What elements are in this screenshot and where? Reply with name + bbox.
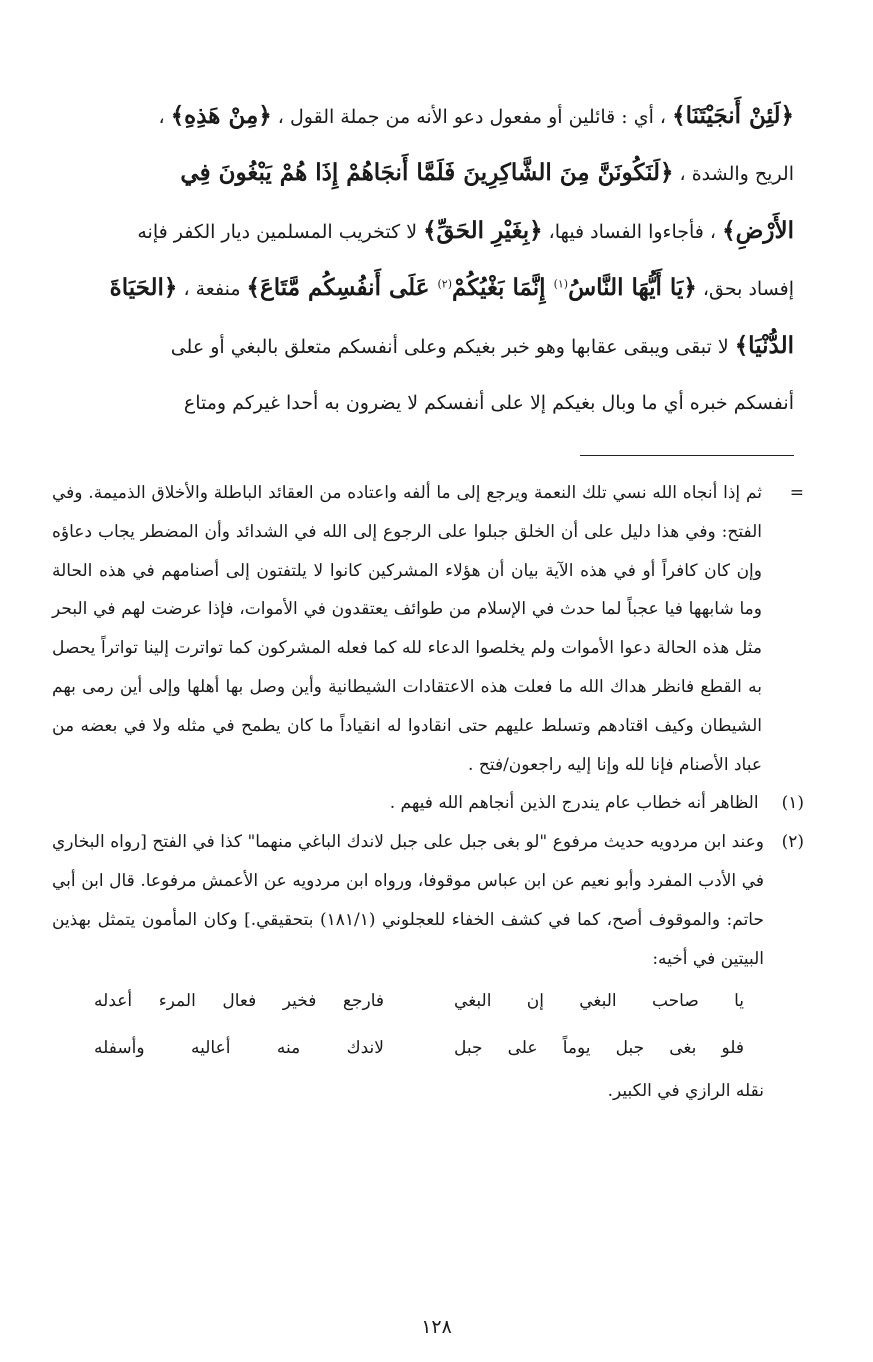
poem-word: أعدله [94, 991, 133, 1012]
poem-word: البغي [454, 991, 492, 1012]
poem-word: جبل [615, 1038, 645, 1059]
poem-word: يا [734, 991, 744, 1012]
poem-hemistich-second [94, 1025, 384, 1072]
footnote-separator [580, 455, 794, 456]
poem-word: وأسفله [94, 1038, 145, 1059]
footnote-number: (٢) [781, 832, 804, 853]
footnote-text: ثم إذا أنجاه الله نسي تلك النعمة ويرجع إلى ما ألفه واعتاده من العقائد الباطلة والأخلاق الذميمة. وفي الفتح: وفي هذا دليل على أن الخلق جبلوا على الرجوع إلى الله في الشدائد وأن المضطر يجاب دعاؤه وإن كان كافراً أو في هذه الآية بيان أن هؤلاء المشركين كانوا لا يلتفتون إلى أصنامهم في هذه الحالة وما شابهها فيا عجباً لما حدث في الإسلام من طوائف يعتقدون في الأموات، فإذا عرضت لهم في البحر مثل هذه الحالة دعوا الأموات ولم يخلصوا الدعاء لله كما فعله المشركون كما تواترت إلينا تواتراً يحصل به القطع فانظر هداك الله ما فعلت هذه الاعتقادات الشيطانية وأين وصل بها أهلها وإلى أين رمى بهم الشيطان وكيف اقتادهم وتسلط عليهم حتى انقادوا له انقياداً ما كان يطمح في مثله ولا في بعضه من عباد الأصنام فإنا لله وإنا إليه راجعون/فتح . [52, 483, 762, 775]
poem-word: فارجع [342, 991, 384, 1012]
quran-quote: عَلَى أَنفُسِكُم مَّتَاعَ﴾ [246, 274, 438, 302]
footnote-text: الظاهر أنه خطاب عام يندرج الذين أنجاهم الله فيهم . [389, 793, 759, 814]
commentary-text: الريح والشدة ، [673, 163, 794, 186]
poem-word: إن [526, 991, 544, 1012]
quran-quote: إِنَّمَا بَغْيُكُمْ [452, 274, 554, 302]
poem-word: على [507, 1038, 538, 1059]
footnote-2-body [52, 823, 804, 978]
poem-word: أعاليه [190, 1038, 231, 1059]
quran-quote: ﴿مِنْ هَذِهِ﴾ [170, 102, 272, 129]
footnote-ref[interactable]: (١) [553, 277, 569, 291]
poem-word: فعال [222, 991, 257, 1012]
footnote-ref[interactable]: (٢) [437, 277, 453, 291]
quran-quote: الدُّنْيَا﴾ [734, 331, 794, 359]
poem-word: المرء [158, 991, 196, 1012]
poem-word: فخير [282, 991, 317, 1012]
main-line [52, 375, 794, 431]
commentary-text: لا كتخريب المسلمين ديار الكفر فإنه [137, 220, 424, 243]
quran-quote: ﴿لَنَكُونَنَّ مِنَ الشَّاكِرِينَ فَلَمَّا أَنجَاهُمْ إِذَا هُمْ يَبْغُونَ فِي [180, 159, 674, 187]
commentary-text: أنفسكم خبره أي ما وبال بغيكم إلا على أنفسكم لا يضرون به أحدا غيركم ومتاع [183, 392, 794, 415]
quran-quote: ﴿لَئِنْ أَنجَيْتَنَا﴾ [672, 102, 794, 129]
footnote-text: وعند ابن مردويه حديث مرفوع "لو بغى جبل على جبل لاندك الباغي منهما" كذا في الفتح [رواه البخاري في الأدب المفرد وأبو نعيم عن ابن عباس موقوفا، ورواه ابن مردويه عن الأعمش مرفوعا. قال ابن أبي حاتم: والموقوف أصح، كما في كشف الخفاء للعجلوني (١٨١/١) بتحقيقي.] وكان المأمون يتمثل بهذين البيتين في أخيه: [52, 832, 764, 969]
main-line [52, 260, 794, 317]
poem-hemistich-first [454, 978, 744, 1025]
continuation-mark: = [789, 483, 804, 503]
main-line [52, 203, 794, 260]
commentary-text: ، [158, 106, 171, 128]
footnote-number: (١) [781, 793, 804, 814]
poem-word: جبل [454, 1038, 483, 1059]
quran-quote: ﴿يَا أَيُّهَا النَّاسُ [568, 274, 697, 302]
footnotes [52, 474, 804, 1111]
commentary-text: إفساد بحق، [696, 278, 794, 301]
quran-quote: ﴿الحَيَاةَ [109, 274, 178, 302]
quran-quote: الأَرْضِ﴾ [722, 216, 794, 244]
poem-hemistich-first [454, 1025, 744, 1072]
footnote-1 [52, 784, 804, 823]
main-line [52, 145, 794, 202]
poem-verse [52, 978, 744, 1025]
poem-word: بغى [669, 1038, 697, 1059]
main-text [52, 88, 794, 431]
poem-word: صاحب [651, 991, 699, 1012]
quran-quote: ﴿بِغَيْرِ الحَقِّ﴾ [423, 216, 543, 244]
main-line [52, 88, 794, 145]
commentary-text: منفعة ، [177, 278, 247, 301]
poem-word: منه [276, 1038, 301, 1059]
main-line [52, 318, 794, 375]
poem-word: البغي [579, 991, 617, 1012]
poem-word: فلو [721, 1038, 744, 1059]
poem-word: لاندك [346, 1038, 384, 1059]
commentary-text: لا تبقى ويبقى عقابها وهو خبر بغيكم وعلى أنفسكم متعلق بالبغي أو على [170, 335, 735, 358]
poem-hemistich-second [94, 978, 384, 1025]
page-number: ١٢٨ [421, 1316, 452, 1338]
commentary-text: ، أي : قائلين أو مفعول دعو الأنه من جملة القول ، [271, 106, 673, 128]
poem-word: يوماً [562, 1038, 591, 1059]
poem [52, 978, 804, 1072]
footnote-continuation [52, 474, 804, 784]
commentary-text: ، فأجاءوا الفساد فيها، [542, 220, 723, 243]
poem-verse [52, 1025, 744, 1072]
poem-source: نقله الرازي في الكبير. [607, 1081, 764, 1102]
